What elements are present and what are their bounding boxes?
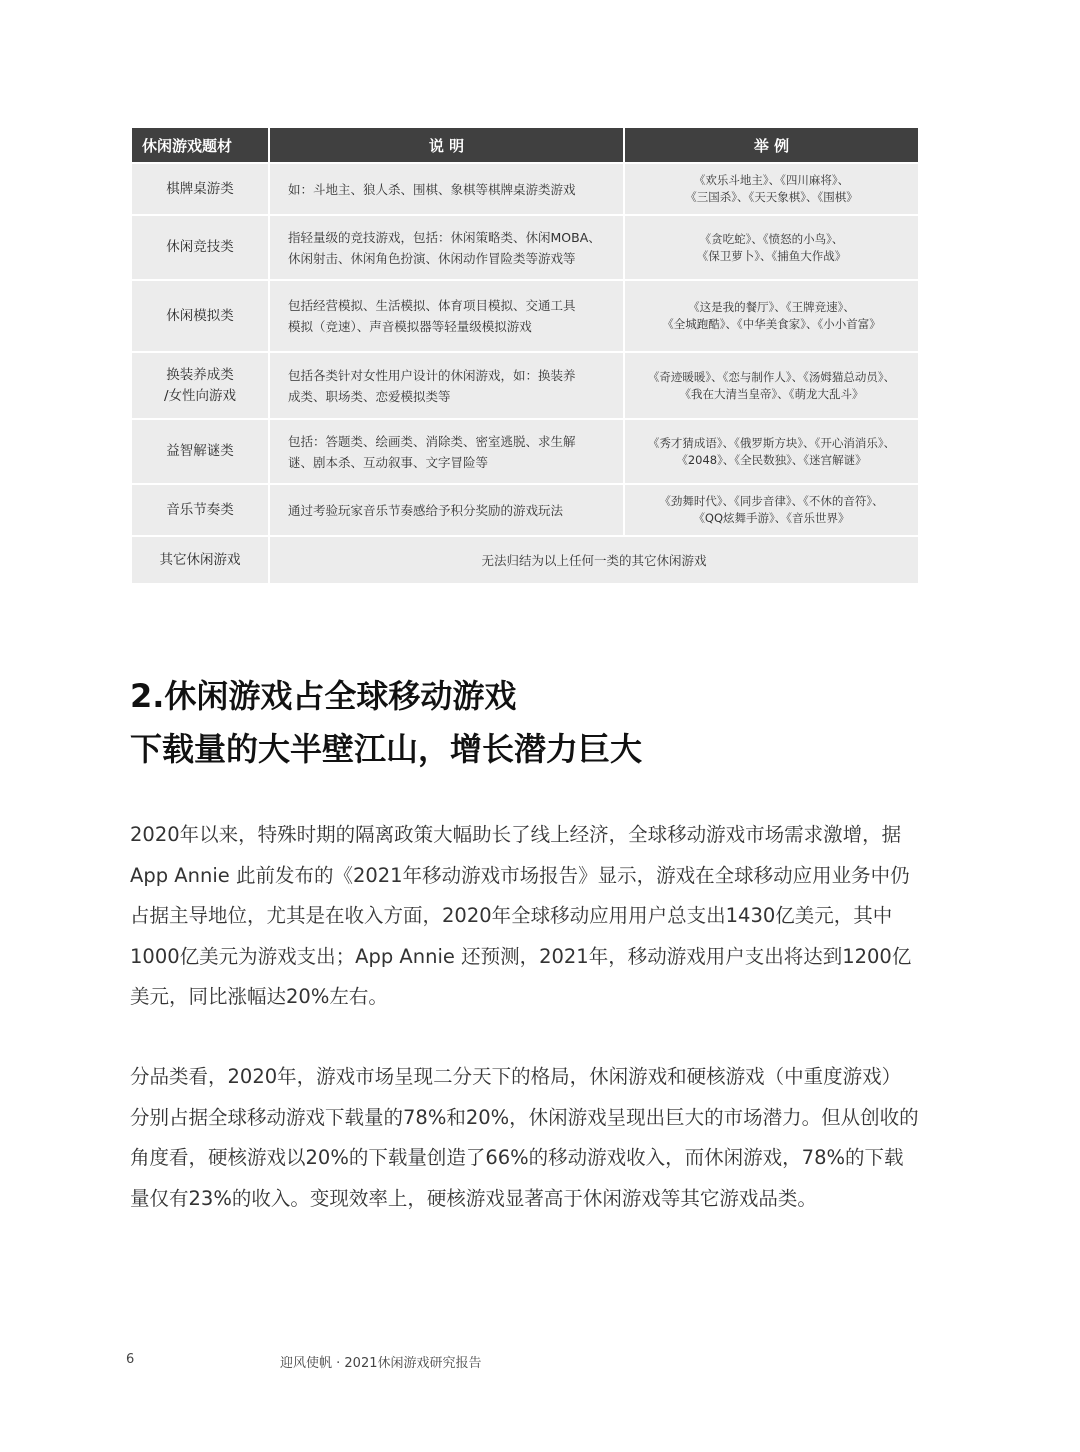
table-row <box>131 419 919 484</box>
row-merged-description: 无法归结为以上任何一类的其它休闲游戏 <box>269 536 919 584</box>
row-examples: 《贪吃蛇》、《愤怒的小鸟》、 《保卫萝卜》、《捕鱼大作战》 <box>624 215 919 280</box>
game-category-table <box>130 126 920 585</box>
row-category: 换装养成类 /女性向游戏 <box>131 352 269 419</box>
table-row <box>131 352 919 419</box>
section-title <box>130 670 930 776</box>
table-row <box>131 484 919 536</box>
table-row <box>131 163 919 215</box>
report-title: 迎风使帆 · 2021休闲游戏研究报告 <box>280 1356 482 1371</box>
row-category: 其它休闲游戏 <box>131 536 269 584</box>
row-description: 包括：答题类、绘画类、消除类、密室逃脱、求生解 谜、剧本杀、互动叙事、文字冒险等 <box>269 419 624 484</box>
section-title-line-1: 2.休闲游戏占全球移动游戏 <box>130 677 517 715</box>
row-description: 包括经营模拟、生活模拟、体育项目模拟、交通工具 模拟（竞速）、声音模拟器等轻量级模拟游戏 <box>269 280 624 352</box>
row-category: 益智解谜类 <box>131 419 269 484</box>
row-category: 休闲竞技类 <box>131 215 269 280</box>
table-header-row <box>131 127 919 163</box>
page-number: 6 <box>126 1352 135 1367</box>
row-examples: 《奇迹暖暖》、《恋与制作人》、《汤姆猫总动员》、 《我在大清当皇帝》、《萌龙大乱斗》 <box>624 352 919 419</box>
row-description: 通过考验玩家音乐节奏感给予积分奖励的游戏玩法 <box>269 484 624 536</box>
header-category: 休闲游戏题材 <box>131 127 269 163</box>
body-paragraph-1: 2020年以来，特殊时期的隔离政策大幅助长了线上经济，全球移动游戏市场需求激增，据App Annie 此前发布的《2021年移动游戏市场报告》显示，游戏在全球移动应用业务中仍占据主导地位，尤其是在收入方面，2020年全球移动应用用户总支出1430亿美元，其中1000亿美元为游戏支出；App Annie 还预测，2021年，移动游戏用户支出将达到1200亿美元，同比涨幅达20%左右。 <box>130 823 912 1008</box>
row-examples: 《劲舞时代》、《同步音律》、《不休的音符》、 《QQ炫舞手游》、《音乐世界》 <box>624 484 919 536</box>
table-row <box>131 215 919 280</box>
table-row <box>131 280 919 352</box>
row-category: 休闲模拟类 <box>131 280 269 352</box>
row-examples: 《这是我的餐厅》、《王牌竞速》、 《全城跑酷》、《中华美食家》、《小小首富》 <box>624 280 919 352</box>
row-description: 如：斗地主、狼人杀、围棋、象棋等棋牌桌游类游戏 <box>269 163 624 215</box>
header-examples: 举 例 <box>624 127 919 163</box>
row-description: 包括各类针对女性用户设计的休闲游戏，如：换装养 成类、职场类、恋爱模拟类等 <box>269 352 624 419</box>
section-title-line-2: 下载量的大半壁江山，增长潜力巨大 <box>130 730 643 768</box>
row-category: 音乐节奏类 <box>131 484 269 536</box>
row-description: 指轻量级的竞技游戏，包括：休闲策略类、休闲MOBA、 休闲射击、休闲角色扮演、休闲动作冒险类等游戏等 <box>269 215 624 280</box>
row-examples: 《秀才猜成语》、《俄罗斯方块》、《开心消消乐》、 《2048》、《全民数独》、《迷宫解谜》 <box>624 419 919 484</box>
row-examples: 《欢乐斗地主》、《四川麻将》、 《三国杀》、《天天象棋》、《围棋》 <box>624 163 919 215</box>
header-description: 说 明 <box>269 127 624 163</box>
row-category: 棋牌桌游类 <box>131 163 269 215</box>
body-paragraph-2: 分品类看，2020年，游戏市场呈现二分天下的格局，休闲游戏和硬核游戏（中重度游戏）分别占据全球移动游戏下载量的78%和20%，休闲游戏呈现出巨大的市场潜力。但从创收的角度看，硬核游戏以20%的下载量创造了66%的移动游戏收入，而休闲游戏，78%的下载量仅有23%的收入。变现效率上，硬核游戏显著高于休闲游戏等其它游戏品类。 <box>130 1065 919 1210</box>
table-row-other <box>131 536 919 584</box>
